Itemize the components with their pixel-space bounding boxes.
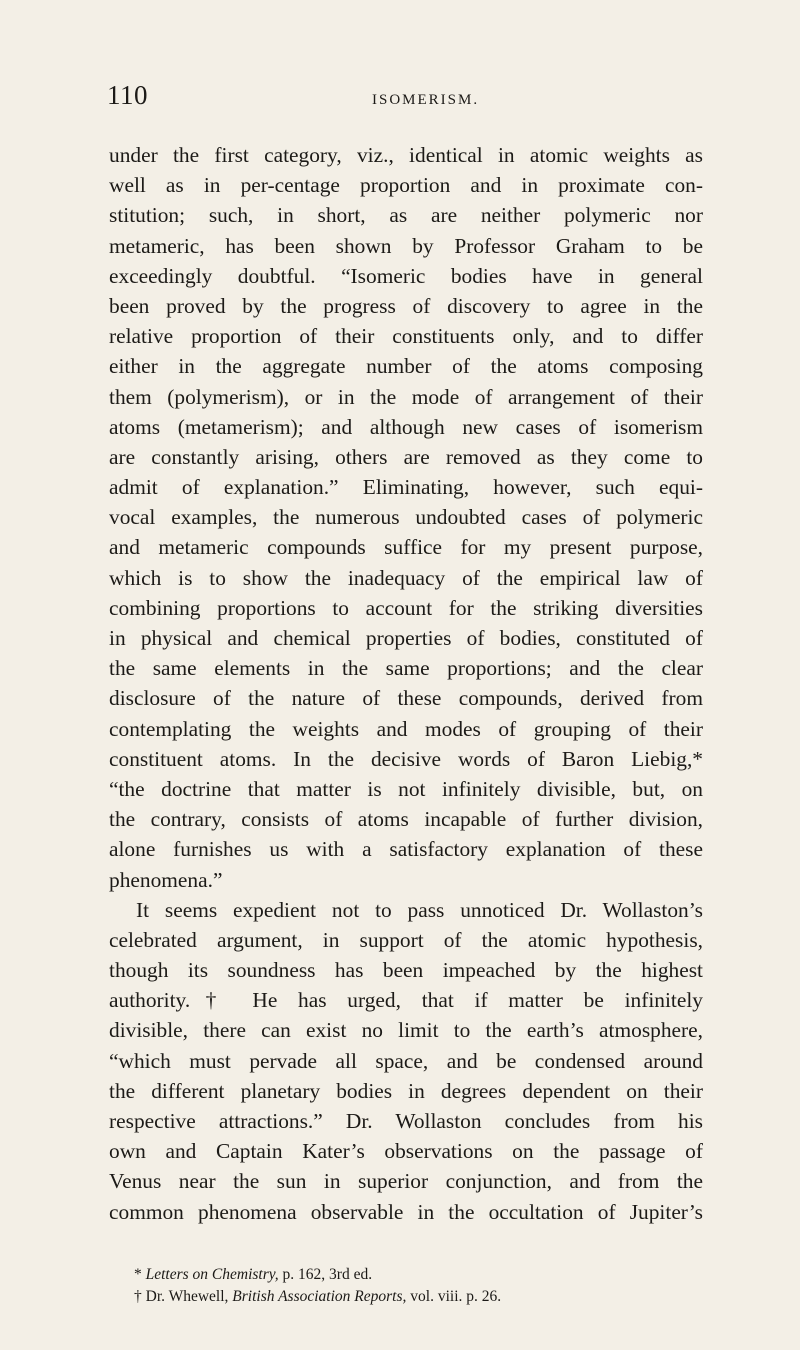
paragraph-end-line: phenomena.” (109, 867, 223, 892)
running-head: ISOMERISM. (372, 92, 480, 108)
text-line: “the doctrine that matter is not infinitely divisible, but, on (109, 776, 703, 801)
text-line: alone furnishes us with a satisfactory explanation of these (109, 837, 703, 862)
text-line: under the first category, viz., identical in atomic weights as (109, 143, 703, 167)
text-line: them (polymerism), or in the mode of arrangement of their (109, 384, 703, 409)
text-line: disclosure of the nature of these compounds, derived from (109, 686, 703, 711)
text-line: exceedingly doubtful. “Isomeric bodies have in general (109, 263, 703, 288)
text-line: Venus near the sun in superior conjunction, and from the (109, 1169, 703, 1194)
footnote-text: vol. viii. p. 26. (410, 1288, 502, 1305)
footnote-title: Letters on Chemistry, (145, 1266, 279, 1283)
text-line: been proved by the progress of discovery to agree in the (109, 293, 703, 318)
text-line: authority.† He has urged, that if matter be infinitely (109, 988, 703, 1013)
text-line: own and Captain Kater’s observations on the passage of (109, 1139, 703, 1164)
paragraph-start-line: It seems expedient not to pass unnoticed Dr. Wollaston’s (136, 897, 703, 922)
footnote-author: Dr. Whewell, (145, 1288, 229, 1305)
text-line: celebrated argument, in support of the atomic hypothesis, (109, 927, 703, 952)
text-line: constituent atoms. In the decisive words of Baron Liebig,* (109, 746, 703, 771)
page-number: 110 (107, 80, 148, 110)
text-line: either in the aggregate number of the atoms composing (109, 354, 703, 379)
text-line: “which must pervade all space, and be condensed around (109, 1048, 703, 1073)
text-line: contemplating the weights and modes of grouping of their (109, 716, 703, 741)
text-line: relative proportion of their constituents only, and to differ (109, 324, 703, 349)
text-line: common phenomena observable in the occultation of Jupiter’s (109, 1199, 703, 1224)
text-line: combining proportions to account for the striking diversities (109, 595, 703, 620)
footnote-mark: † (134, 1288, 142, 1305)
text-line: stitution; such, in short, as are neither polymeric nor (109, 203, 703, 228)
text-line: admit of explanation.” Eliminating, however, such equi- (109, 475, 703, 500)
footnote-mark: * (134, 1266, 142, 1283)
text-line: the different planetary bodies in degrees dependent on their (109, 1078, 703, 1103)
text-line: though its soundness has been impeached by the highest (109, 958, 703, 983)
text-line: which is to show the inadequacy of the empirical law of (109, 565, 703, 590)
footnote-title: British Association Reports, (232, 1288, 407, 1305)
text-line: the contrary, consists of atoms incapable of further division, (109, 807, 703, 832)
text-line: in physical and chemical properties of bodies, constituted of (109, 626, 703, 650)
footnote (109, 1264, 703, 1286)
body-text (109, 140, 703, 1227)
text-line: atoms (metamerism); and although new cases of isomerism (109, 414, 703, 439)
text-line: divisible, there can exist no limit to the earth’s atmosphere, (109, 1018, 703, 1043)
text-line: are constantly arising, others are removed as they come to (109, 444, 703, 469)
text-line: and metameric compounds suffice for my present purpose, (109, 535, 703, 560)
text-line: respective attractions.” Dr. Wollaston concludes from his (109, 1109, 703, 1133)
footnotes (109, 1264, 703, 1308)
text-line: vocal examples, the numerous undoubted cases of polymeric (109, 505, 703, 530)
text-line: the same elements in the same proportions; and the clear (109, 656, 703, 681)
text-line: metameric, has been shown by Professor Graham to be (109, 233, 703, 258)
footnote-text: p. 162, 3rd ed. (282, 1266, 373, 1283)
text-line: well as in per-centage proportion and in proximate con- (109, 173, 703, 198)
footnote (109, 1286, 703, 1308)
